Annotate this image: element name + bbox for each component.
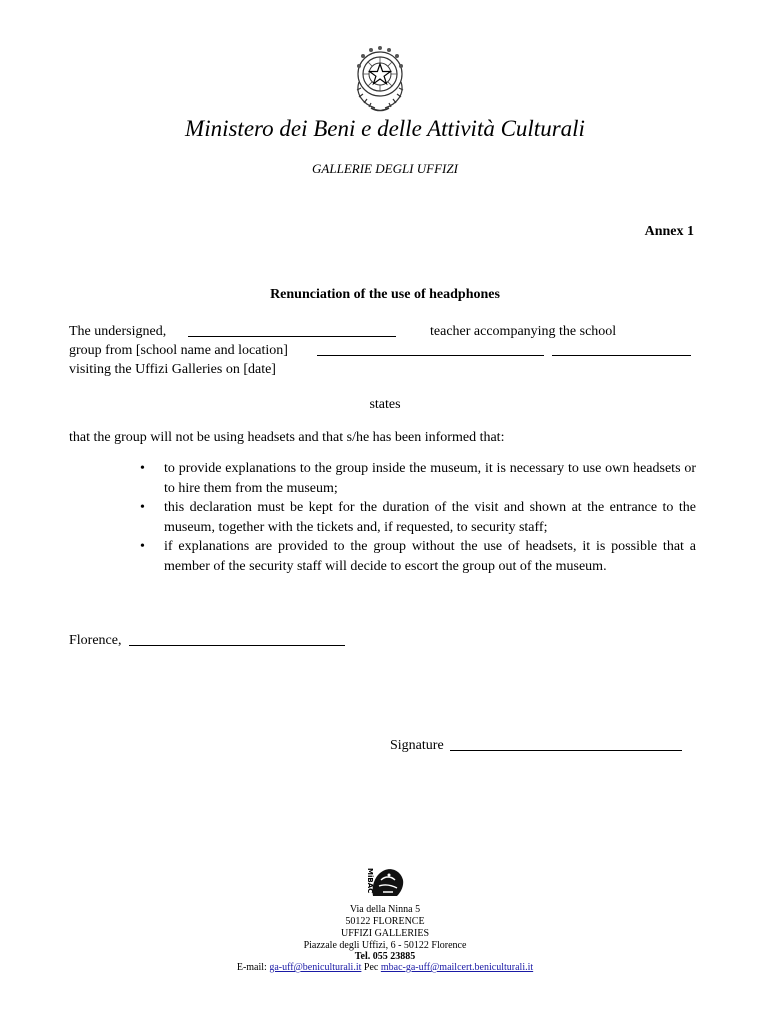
mibac-logo [359,866,405,898]
teacher-role-text: teacher accompanying the school [430,324,617,339]
email-label: E-mail: [236,962,267,973]
bullet-icon: • [140,539,145,554]
signature-label: Signature [390,738,444,753]
form-line-1 [69,322,166,341]
list-item: • if explanations are provided to the group without the use of headsets, it is possible that a member of the security staff will decide to escort the group out of the museum. [140,539,696,574]
school-name-field[interactable] [317,342,544,356]
states-text: states [369,397,401,412]
school-label: group from [school name and location] [69,343,288,358]
annex-label: Annex 1 [644,224,694,239]
footer-address-1: Via della Ninna 5 [349,904,421,915]
footer-address-3: Piazzale degli Uffizi, 6 - 50122 Florence [303,940,467,951]
teacher-name-field[interactable] [188,323,396,337]
intro-text: that the group will not be using headsets and that s/he has been informed that: [69,430,505,445]
information-list [138,459,696,576]
bullet-icon: • [140,461,145,476]
list-item: • this declaration must be kept for the duration of the visit and shown at the entrance to the museum, together with the tickets and, if requested, to security staff; [140,500,696,535]
ministry-name: Ministero dei Beni e delle Attività Culturali [185,116,585,141]
footer-tel: Tel. 055 23885 [354,951,416,962]
list-item: • to provide explanations to the group inside the museum, it is necessary to use own headsets or to hire them from the museum; [140,461,696,496]
bullet-icon: • [140,500,145,515]
undersigned-label: The undersigned, [69,324,167,339]
place-label: Florence, [69,633,122,648]
pec-link[interactable]: mbac-ga-uff@mailcert.beniculturali.it [380,962,534,973]
footer-contacts [0,962,770,974]
place-date-field[interactable] [129,632,345,646]
logo-text: MiBAC [366,868,374,894]
signature-field[interactable] [450,737,682,751]
pec-label: Pec [363,962,379,973]
visit-date-label: visiting the Uffizi Galleries on [date] [69,362,276,377]
footer-address-2: 50122 FLORENCE [345,916,425,927]
italian-republic-emblem [349,42,411,114]
document-title: Renunciation of the use of headphones [270,287,500,302]
gallery-name: GALLERIE DEGLI UFFIZI [312,161,458,176]
email-link[interactable]: ga-uff@beniculturali.it [269,962,362,973]
footer-org: UFFIZI GALLERIES [340,928,430,939]
school-location-field[interactable] [552,342,691,356]
